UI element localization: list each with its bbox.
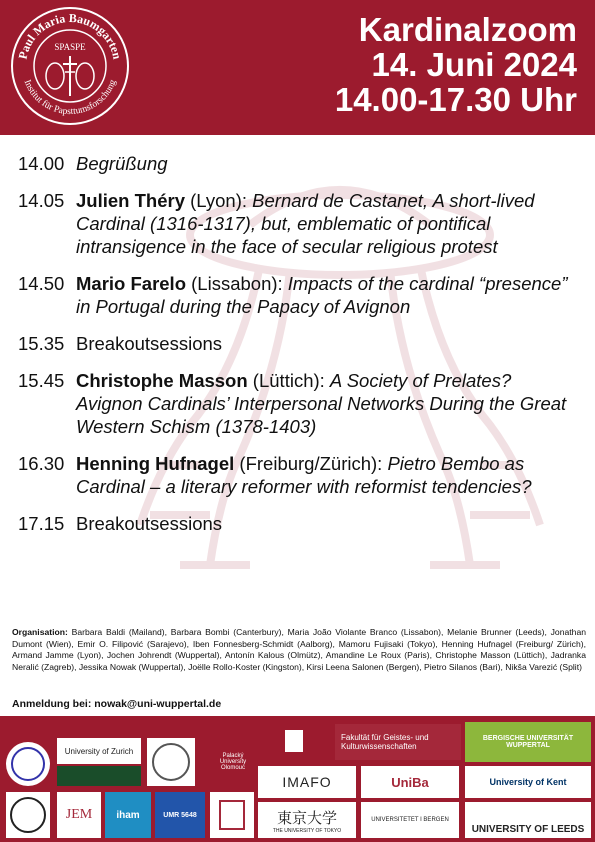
svg-text:SPASPE: SPASPE (54, 42, 86, 52)
partner-logos-panel (0, 716, 595, 842)
green-partner-logo (57, 766, 141, 786)
palacky-logo: Palacký University Olomouc (219, 753, 247, 771)
university-seal-logo (6, 742, 50, 786)
program-entry (18, 189, 578, 258)
talk-title: A Society of Prelates? Avignon Cardinals’ Interpersonal Networks During the Great Western Schism (1378-1403) (76, 370, 567, 437)
imafo-logo: IMAFO (258, 766, 356, 798)
fakultaet-logo: Fakultät für Geistes- und Kulturwissenschaften (335, 724, 461, 760)
program-title: Begrüßung (76, 153, 168, 174)
speaker-name: Henning Hufnagel (76, 453, 235, 474)
speaker-name: Julien Théry (76, 190, 185, 211)
program-time: 14.50 (18, 273, 65, 294)
talk-title: Pietro Bembo as Cardinal – a literary reformer with reformist tendencies? (76, 453, 532, 497)
crest-logo (210, 792, 254, 838)
aalborg-logo (266, 718, 322, 764)
program-entry (18, 452, 578, 498)
iham-logo: iham (105, 792, 151, 838)
speaker-name: Mario Farelo (76, 273, 186, 294)
speaker-place: (Lissabon): (186, 273, 288, 294)
tokyo-logo: 東京大学 THE UNIVERSITY OF TOKYO (258, 802, 356, 838)
program-time: 17.15 (18, 513, 65, 534)
program-time: 15.35 (18, 333, 65, 354)
kent-logo: University of Kent (465, 766, 591, 798)
bergen-logo: UNIVERSITETET I BERGEN (361, 802, 459, 838)
header-banner (0, 0, 595, 135)
svg-text:Institut für Papsttumsforschun: Institut für Papsttumsforschung (21, 78, 119, 118)
jem-logo: JEM (57, 792, 101, 838)
program-time: 16.30 (18, 453, 65, 474)
program-time: 14.05 (18, 190, 65, 211)
program-entry (18, 512, 578, 535)
session-label: Breakoutsessions (76, 333, 223, 354)
speaker-name: Christophe Masson (76, 370, 248, 391)
program-entry (18, 369, 578, 438)
university-emblem-logo (6, 792, 50, 838)
program-list (18, 152, 578, 549)
organisation-names: Barbara Baldi (Mailand), Barbara Bombi (Canterbury), Maria João Violante Branco (Lissabon), Melanie Brunner (Leeds), Jonathan Dumont (Wien), Emir O. Filipović (Sarajevo), Iben Fonnesberg-Schmidt (Aalborg), Mamoru Fujisaki (Tokyo), Henning Hufnagel (Freiburg/ Zürich), Armand Jamme (Lyon), Jochen Johrendt (Wuppertal), Antonín Kalous (Olmütz), Amandine Le Roux (Paris), Christophe Masson (Lüttich), Jadranka Neralić (Zagreb), Jessika Nowak (Wuppertal), Joëlle Rollo-Koster (Kingston), Kirsi Leena Salonen (Bergen), Pietro Silanos (Bari), Nikša Varezić (Split) (12, 627, 586, 672)
leeds-logo: UNIVERSITY OF LEEDS (465, 802, 591, 838)
organisation-label: Organisation: (12, 627, 68, 637)
zurich-logo: University of Zurich (57, 738, 141, 764)
program-entry (18, 332, 578, 355)
speaker-place: (Lyon): (184, 190, 253, 211)
event-date: 14. Juni 2024 (371, 46, 577, 83)
event-title: Kardinalzoom (358, 11, 577, 48)
session-label: Breakoutsessions (76, 513, 223, 534)
event-time: 14.00-17.30 Uhr (334, 81, 577, 118)
svg-text:Paul Maria Baumgarten: Paul Maria Baumgarten (15, 10, 125, 61)
talk-title: Bernard de Castanet, A short-lived Cardinal (1316-1317), but, emblematic of pontifical intransigence in the face of secular religious protest (76, 190, 535, 257)
institute-seal-logo (8, 4, 132, 128)
program-time: 15.45 (18, 370, 65, 391)
registration-info: Anmeldung bei: nowak@uni-wuppertal.de (12, 698, 222, 710)
organisation-paragraph (12, 627, 586, 673)
round-seal-logo (147, 738, 195, 786)
event-title-block (335, 12, 577, 117)
bergische-logo: BERGISCHE UNIVERSITÄT WUPPERTAL (465, 722, 591, 762)
uniba-logo: UniBa (361, 766, 459, 798)
speaker-place: (Lüttich): (247, 370, 330, 391)
program-entry (18, 152, 578, 175)
program-entry (18, 272, 578, 318)
speaker-place: (Freiburg/Zürich): (234, 453, 388, 474)
umr-logo: UMR 5648 (155, 792, 205, 838)
program-time: 14.00 (18, 153, 65, 174)
talk-title: Impacts of the cardinal “presence” in Portugal during the Papacy of Avignon (76, 273, 568, 317)
